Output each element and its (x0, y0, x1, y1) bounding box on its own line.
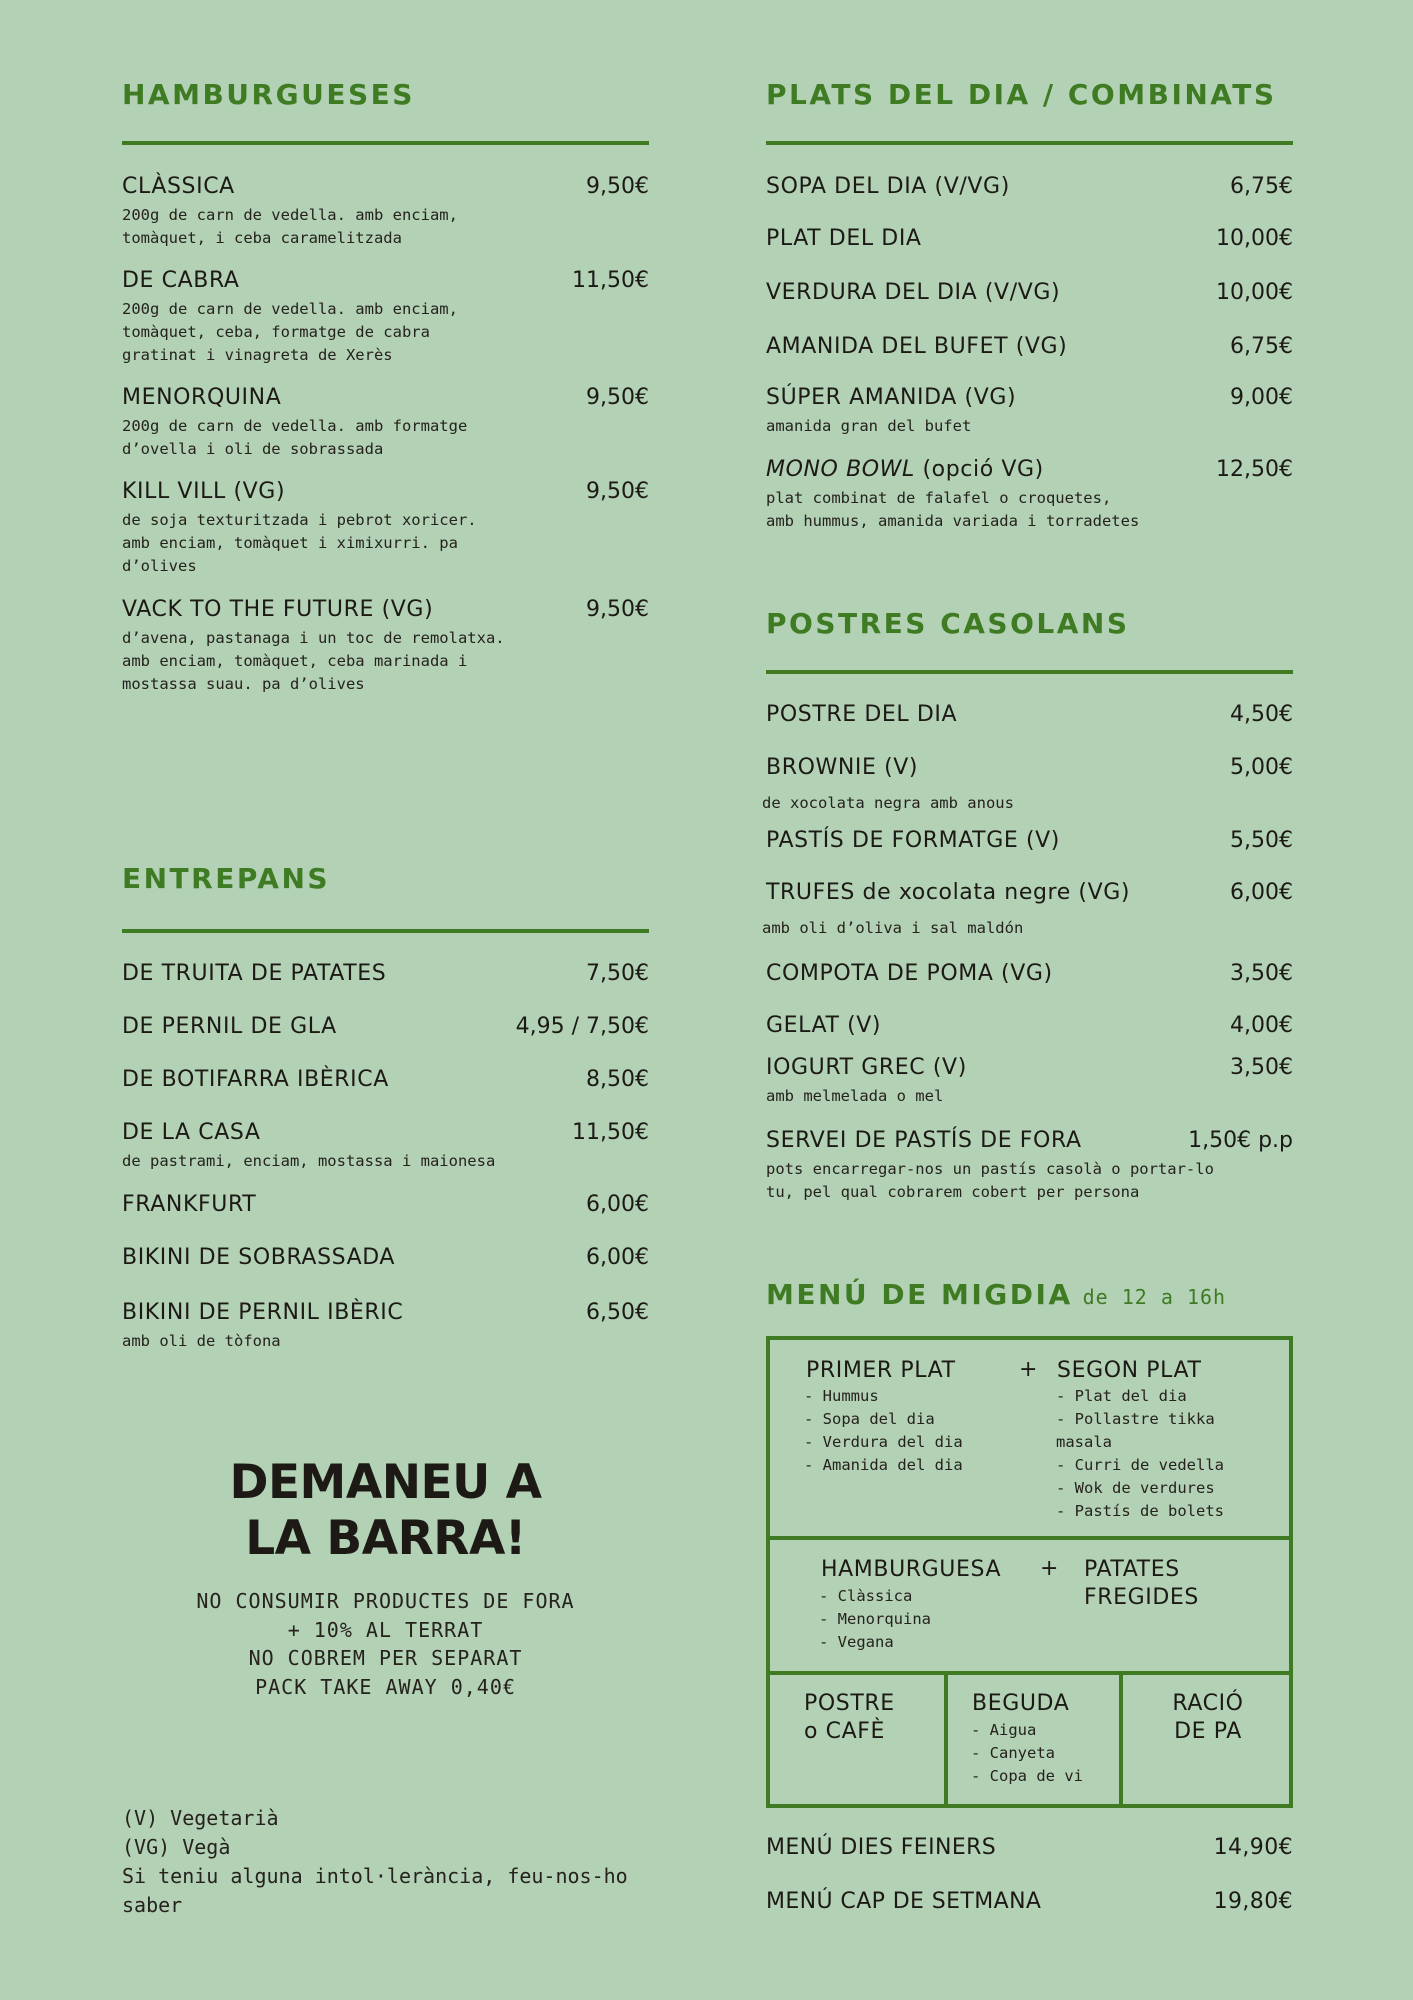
item-name: GELAT (V) (766, 1013, 882, 1038)
item-price: 3,50€ (1230, 1055, 1293, 1080)
item-name: MENORQUINA (122, 385, 282, 410)
hamburguesa-list (819, 1585, 931, 1654)
item-price: 9,50€ (586, 597, 649, 622)
list-item: - Hummus (804, 1385, 963, 1408)
list-item: - Aigua (971, 1719, 1083, 1742)
item-price: 9,00€ (1230, 385, 1293, 410)
item-price: 12,50€ (1216, 457, 1293, 482)
menu-item (122, 1014, 649, 1039)
migdia-menu-box (766, 1336, 1293, 1808)
item-name: SOPA DEL DIA (V/VG) (766, 174, 1010, 199)
item-name: DE PERNIL DE GLA (122, 1014, 337, 1039)
item-name: DE LA CASA (122, 1120, 261, 1145)
item-description: 200g de carn de vedella. amb enciam, tomàquet, ceba, formatge de cabra gratinat i vinagreta de Xerès (122, 300, 458, 364)
migdia-title (766, 1278, 1226, 1311)
list-item: - Curri de vedella (1056, 1454, 1256, 1477)
item-name: SERVEI DE PASTÍS DE FORA (766, 1128, 1082, 1153)
list-item: - Menorquina (819, 1608, 931, 1631)
order-at-bar-line2: LA BARRA! (245, 1511, 526, 1566)
item-name: PLAT DEL DIA (766, 226, 922, 251)
menu-item (122, 1300, 649, 1353)
item-name: SÚPER AMANIDA (VG) (766, 385, 1017, 410)
item-description: de pastrami, enciam, mostassa i maionesa (122, 1152, 496, 1170)
postre-line1: POSTRE (804, 1691, 895, 1716)
list-item: - Pastís de bolets (1056, 1500, 1256, 1523)
migdia-hours: de 12 a 16h (1082, 1285, 1227, 1309)
item-name: VACK TO THE FUTURE (VG) (122, 597, 434, 622)
primer-plat-list (804, 1385, 963, 1477)
patates-fregides (1084, 1556, 1199, 1612)
item-name: VERDURA DEL DIA (V/VG) (766, 280, 1061, 305)
item-name: COMPOTA DE POMA (VG) (766, 961, 1053, 986)
list-item: - Wok de verdures (1056, 1477, 1256, 1500)
item-name: BROWNIE (V) (766, 755, 919, 780)
menu-box-divider (766, 1671, 1293, 1675)
item-price: 6,00€ (586, 1245, 649, 1270)
item-price: 6,00€ (586, 1192, 649, 1217)
item-name: DE CABRA (122, 268, 240, 293)
racio-line2: DE PA (1174, 1719, 1242, 1744)
list-item: - Verdura del dia (804, 1431, 963, 1454)
notice-line: + 10% AL TERRAT (287, 1617, 484, 1642)
menu-item (122, 1067, 649, 1092)
item-price: 9,50€ (586, 385, 649, 410)
item-price: 8,50€ (586, 1067, 649, 1092)
patates-line2: FREGIDES (1084, 1585, 1199, 1610)
entrepans-section (122, 0, 649, 1400)
plus-sign: + (1040, 1556, 1059, 1581)
hamburgueses-title: HAMBURGUESES (122, 78, 415, 111)
beguda-title: BEGUDA (972, 1691, 1070, 1716)
item-price: 6,75€ (1230, 334, 1293, 359)
migdia-header (766, 0, 1293, 1320)
entrepans-title: ENTREPANS (122, 862, 331, 895)
patates-line1: PATATES (1084, 1557, 1180, 1582)
item-name: KILL VILL (VG) (122, 479, 286, 504)
allergy-note: Si teniu alguna intol·lerància, feu-nos-ho saber (122, 1864, 628, 1917)
item-price: 6,00€ (1230, 880, 1293, 905)
item-price: 9,50€ (586, 479, 649, 504)
menu-price-row (766, 1835, 1293, 1860)
item-description: plat combinat de falafel o croquetes, amb hummus, amanida variada i torradetes (766, 489, 1140, 530)
item-name: FRANKFURT (122, 1192, 257, 1217)
notice-line: PACK TAKE AWAY 0,40€ (255, 1674, 516, 1699)
item-price: 4,00€ (1230, 1013, 1293, 1038)
segon-plat-title: SEGON PLAT (1057, 1358, 1202, 1383)
postres-title: POSTRES CASOLANS (766, 607, 1130, 640)
menu-item (122, 1245, 649, 1270)
item-description: amanida gran del bufet (766, 417, 972, 435)
order-at-bar-line1: DEMANEU A (229, 1455, 542, 1510)
menu-item (122, 1120, 649, 1173)
notices-block (122, 1587, 649, 1701)
item-description: 200g de carn de vedella. amb formatge d’ovella i oli de sobrassada (122, 417, 468, 458)
item-price: 5,50€ (1230, 828, 1293, 853)
beguda-list (971, 1719, 1083, 1788)
item-name: PASTÍS DE FORMATGE (V) (766, 828, 1060, 853)
item-price: 4,50€ (1230, 702, 1293, 727)
plats-title: PLATS DEL DIA / COMBINATS (766, 78, 1277, 111)
plus-sign: + (1019, 1357, 1038, 1382)
menu-item (122, 1192, 649, 1217)
item-description: amb melmelada o mel (766, 1087, 944, 1105)
menu-price-row (766, 1889, 1293, 1914)
item-name: TRUFES de xocolata negre (VG) (766, 880, 1131, 905)
item-price: 10,00€ (1216, 280, 1293, 305)
segon-plat-list (1056, 1385, 1256, 1523)
item-price: 11,50€ (572, 1120, 649, 1145)
item-name-italic: MONO BOWL (766, 457, 915, 482)
menu-price-label: MENÚ DIES FEINERS (766, 1835, 997, 1860)
item-price: 3,50€ (1230, 961, 1293, 986)
item-description: amb oli d’oliva i sal maldón (762, 919, 1024, 937)
racio-de-pa (1123, 1690, 1293, 1746)
item-description: d’avena, pastanaga i un toc de remolatxa. amb enciam, tomàquet, ceba marinada i mostassa suau. pa d’olives (122, 629, 505, 693)
item-name: DE BOTIFARRA IBÈRICA (122, 1067, 389, 1092)
notice-line: NO CONSUMIR PRODUCTES DE FORA (196, 1589, 575, 1613)
primer-plat-title: PRIMER PLAT (806, 1358, 956, 1383)
item-name: BIKINI DE SOBRASSADA (122, 1245, 396, 1270)
item-name: AMANIDA DEL BUFET (VG) (766, 334, 1068, 359)
item-description: 200g de carn de vedella. amb enciam, tomàquet, i ceba caramelitzada (122, 206, 458, 247)
notice-line: NO COBREM PER SEPARAT (248, 1646, 523, 1670)
item-price: 9,50€ (586, 174, 649, 199)
list-item: - Clàssica (819, 1585, 931, 1608)
item-price: 7,50€ (586, 961, 649, 986)
item-description: amb oli de tòfona (122, 1332, 281, 1350)
item-price: 6,50€ (586, 1300, 649, 1325)
item-price: 6,75€ (1230, 174, 1293, 199)
hamburguesa-title: HAMBURGUESA (821, 1557, 1002, 1582)
list-item: - Plat del dia (1056, 1385, 1256, 1408)
item-description: pots encarregar-nos un pastís casolà o portar-lo tu, pel qual cobrarem cobert per persona (766, 1160, 1214, 1201)
item-name: IOGURT GREC (V) (766, 1055, 967, 1080)
item-name: DE TRUITA DE PATATES (122, 961, 387, 986)
postre-o-cafe (804, 1690, 895, 1746)
item-name-rest: (opció VG) (914, 457, 1044, 482)
menu-box-divider (766, 1536, 1293, 1540)
item-price: 10,00€ (1216, 226, 1293, 251)
list-item: - Sopa del dia (804, 1408, 963, 1431)
item-price: 4,95 / 7,50€ (515, 1014, 649, 1039)
menu-price-value: 14,90€ (1213, 1835, 1293, 1860)
legend-vegan: (VG) Vegà (122, 1835, 231, 1859)
list-item: - Vegana (819, 1631, 931, 1654)
item-description: de soja texturitzada i pebrot xoricer. amb enciam, tomàquet i ximixurri. pa d’olives (122, 511, 477, 575)
menu-item (122, 961, 649, 986)
item-description: de xocolata negra amb anous (762, 794, 1014, 812)
migdia-title-text: MENÚ DE MIGDIA (766, 1278, 1073, 1311)
diet-legend (122, 1804, 662, 1920)
item-name: POSTRE DEL DIA (766, 702, 958, 727)
postre-line2: o CAFÈ (804, 1719, 886, 1744)
item-price: 1,50€ p.p (1188, 1128, 1293, 1153)
menu-price-label: MENÚ CAP DE SETMANA (766, 1889, 1042, 1914)
legend-vegetarian: (V) Vegetarià (122, 1806, 279, 1830)
entrepans-divider (122, 929, 649, 933)
menu-box-divider (944, 1673, 948, 1808)
list-item: - Canyeta (971, 1742, 1083, 1765)
racio-line1: RACIÓ (1172, 1691, 1244, 1716)
list-item: - Amanida del dia (804, 1454, 963, 1477)
order-at-bar-heading (122, 1455, 649, 1567)
list-item: - Copa de vi (971, 1765, 1083, 1788)
menu-price-value: 19,80€ (1213, 1889, 1293, 1914)
item-name: BIKINI DE PERNIL IBÈRIC (122, 1300, 404, 1325)
item-price: 5,00€ (1230, 755, 1293, 780)
item-price: 11,50€ (572, 268, 649, 293)
item-name: CLÀSSICA (122, 174, 235, 199)
list-item: - Pollastre tikka masala (1056, 1408, 1256, 1454)
